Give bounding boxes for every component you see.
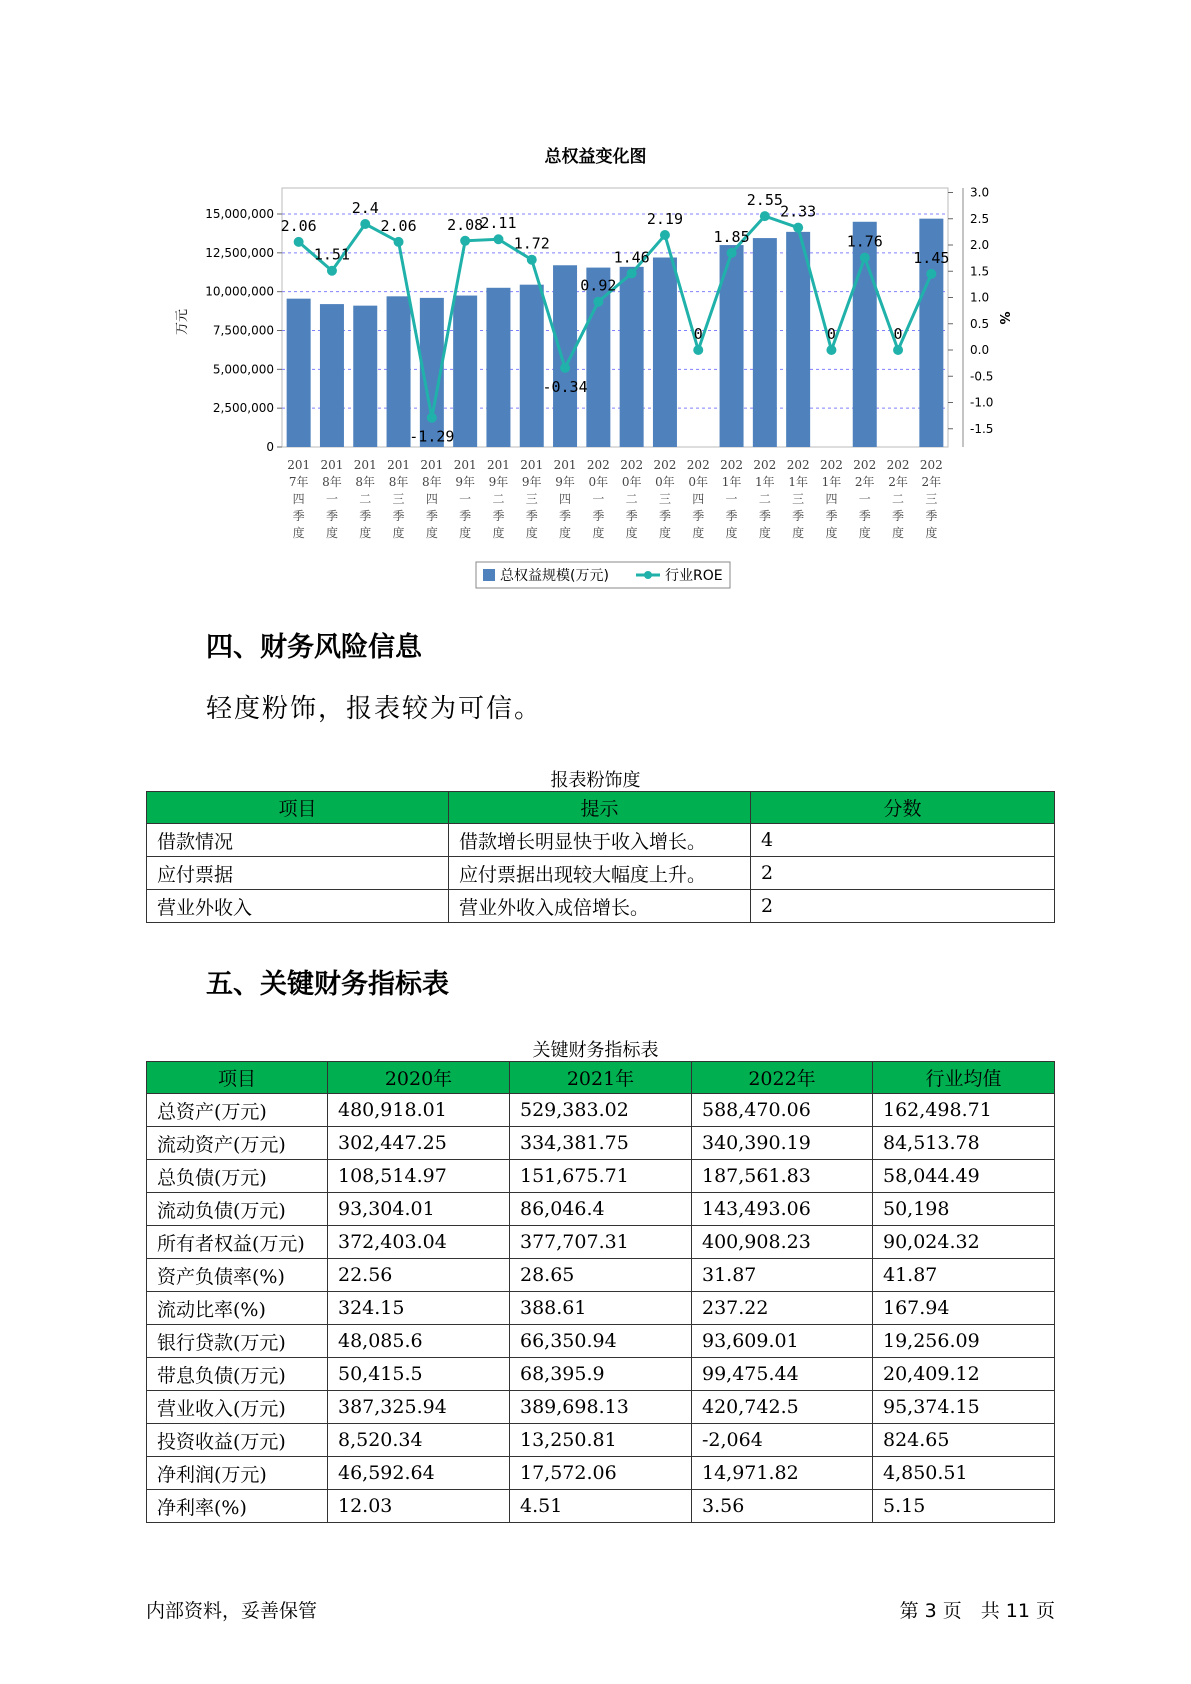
y-right-tick-label: -1.5 bbox=[970, 421, 994, 436]
table-cell: 90,024.32 bbox=[873, 1226, 1055, 1259]
header-cell: 2022年 bbox=[692, 1062, 873, 1094]
table-cell: 营业外收入成倍增长。 bbox=[449, 890, 751, 923]
roe-point bbox=[693, 345, 703, 355]
table-cell: 20,409.12 bbox=[873, 1358, 1055, 1391]
table-cell: 84,513.78 bbox=[873, 1127, 1055, 1160]
table-header-row bbox=[147, 792, 1055, 824]
footer-confidential: 内部资料，妥善保管 bbox=[146, 1600, 318, 1622]
roe-point bbox=[760, 211, 770, 221]
bar bbox=[486, 288, 510, 447]
table-cell: 2 bbox=[751, 857, 1055, 890]
bar bbox=[453, 296, 477, 447]
roe-data-label: 1.45 bbox=[913, 248, 950, 267]
x-tick-label: 201 7年四季度 bbox=[287, 458, 311, 540]
roe-data-label: 2.06 bbox=[280, 216, 317, 235]
roe-point bbox=[926, 269, 936, 279]
table-cell: 流动负债(万元) bbox=[147, 1193, 328, 1226]
table-cell: 14,971.82 bbox=[692, 1457, 873, 1490]
y-right-tick-label: 3.0 bbox=[970, 185, 990, 200]
table-cell: 流动比率(%) bbox=[147, 1292, 328, 1325]
table-row bbox=[147, 890, 1055, 923]
bar bbox=[320, 304, 344, 447]
legend-bar-swatch bbox=[483, 569, 495, 581]
y-right-tick-label: -1.0 bbox=[970, 395, 994, 410]
x-tick-label: 202 0年四季度 bbox=[686, 458, 710, 540]
y-right-tick-label: 0.5 bbox=[970, 316, 990, 331]
header-cell: 项目 bbox=[147, 1062, 328, 1094]
table-cell: 4 bbox=[751, 824, 1055, 857]
roe-data-label: 1.46 bbox=[613, 248, 650, 267]
roe-data-label: -1.29 bbox=[409, 427, 455, 446]
table-row bbox=[147, 1292, 1055, 1325]
table-cell: 302,447.25 bbox=[328, 1127, 510, 1160]
table-cell: 所有者权益(万元) bbox=[147, 1226, 328, 1259]
roe-point bbox=[826, 345, 836, 355]
indicator-table bbox=[146, 1061, 1055, 1523]
y-left-tick-label: 0 bbox=[266, 440, 274, 454]
table-cell: 420,742.5 bbox=[692, 1391, 873, 1424]
roe-point bbox=[727, 248, 737, 258]
table-cell: 167.94 bbox=[873, 1292, 1055, 1325]
table-cell: 93,304.01 bbox=[328, 1193, 510, 1226]
table-cell: 389,698.13 bbox=[510, 1391, 692, 1424]
roe-point bbox=[527, 255, 537, 265]
table-cell: 50,198 bbox=[873, 1193, 1055, 1226]
table-cell: 68,395.9 bbox=[510, 1358, 692, 1391]
x-tick-label: 202 2年一季度 bbox=[853, 458, 877, 540]
table-cell: 资产负债率(%) bbox=[147, 1259, 328, 1292]
table-cell: 340,390.19 bbox=[692, 1127, 873, 1160]
roe-data-label: 0 bbox=[893, 325, 903, 343]
roe-data-label: 2.06 bbox=[380, 216, 417, 235]
roe-point bbox=[427, 413, 437, 423]
equity-chart bbox=[0, 0, 1191, 600]
y-right-tick-label: 2.0 bbox=[970, 238, 990, 252]
y-right-tick-label: 1.5 bbox=[970, 264, 990, 279]
table-cell: 66,350.94 bbox=[510, 1325, 692, 1358]
x-tick-label: 201 8年三季度 bbox=[387, 458, 411, 540]
table-cell: 108,514.97 bbox=[328, 1160, 510, 1193]
table-cell: 324.15 bbox=[328, 1292, 510, 1325]
bar bbox=[753, 238, 777, 447]
table-row bbox=[147, 824, 1055, 857]
risk-table bbox=[146, 791, 1055, 923]
table-cell: 388.61 bbox=[510, 1292, 692, 1325]
bar bbox=[287, 299, 311, 447]
table-cell: -2,064 bbox=[692, 1424, 873, 1457]
table-cell: 143,493.06 bbox=[692, 1193, 873, 1226]
table-cell: 17,572.06 bbox=[510, 1457, 692, 1490]
roe-data-label: 2.11 bbox=[480, 214, 517, 233]
header-cell: 提示 bbox=[449, 792, 751, 824]
table-cell: 41.87 bbox=[873, 1259, 1055, 1292]
legend-line-label: 行业ROE bbox=[665, 568, 723, 584]
x-tick-label: 201 9年二季度 bbox=[486, 458, 510, 540]
table-cell: 46,592.64 bbox=[328, 1457, 510, 1490]
table-row bbox=[147, 1457, 1055, 1490]
table-header-row bbox=[147, 1062, 1055, 1094]
y-right-tick-label: 1.0 bbox=[970, 290, 990, 305]
roe-point bbox=[360, 219, 370, 229]
table-cell: 48,085.6 bbox=[328, 1325, 510, 1358]
table-cell: 5.15 bbox=[873, 1490, 1055, 1523]
roe-point bbox=[593, 297, 603, 307]
table-cell: 13,250.81 bbox=[510, 1424, 692, 1457]
x-tick-label: 202 0年一季度 bbox=[586, 458, 610, 540]
header-cell: 2020年 bbox=[328, 1062, 510, 1094]
roe-data-label: 2.55 bbox=[746, 191, 783, 210]
x-tick-label: 201 8年一季度 bbox=[320, 458, 344, 540]
roe-data-label: -0.34 bbox=[542, 377, 588, 396]
roe-data-label: 1.76 bbox=[846, 232, 883, 251]
table-cell: 162,498.71 bbox=[873, 1094, 1055, 1127]
legend-bar-label: 总权益规模(万元) bbox=[500, 568, 609, 584]
indicator-table-caption: 关键财务指标表 bbox=[532, 1040, 659, 1061]
table-cell: 28.65 bbox=[510, 1259, 692, 1292]
table-cell: 529,383.02 bbox=[510, 1094, 692, 1127]
table-cell: 334,381.75 bbox=[510, 1127, 692, 1160]
table-row bbox=[147, 1094, 1055, 1127]
x-tick-label: 202 0年二季度 bbox=[620, 458, 644, 540]
y-left-tick-label: 12,500,000 bbox=[205, 245, 274, 260]
chart-svg bbox=[0, 0, 1191, 600]
y-left-tick-label: 2,500,000 bbox=[212, 401, 274, 416]
x-tick-label: 202 2年三季度 bbox=[919, 458, 943, 540]
table-cell: 86,046.4 bbox=[510, 1193, 692, 1226]
table-cell: 237.22 bbox=[692, 1292, 873, 1325]
x-tick-label: 202 2年二季度 bbox=[886, 458, 910, 540]
bar bbox=[620, 267, 644, 447]
roe-point bbox=[560, 363, 570, 373]
x-tick-label: 201 9年三季度 bbox=[520, 458, 544, 540]
roe-point bbox=[660, 230, 670, 240]
table-row bbox=[147, 1391, 1055, 1424]
table-cell: 应付票据出现较大幅度上升。 bbox=[449, 857, 751, 890]
table-cell: 流动资产(万元) bbox=[147, 1127, 328, 1160]
bar bbox=[553, 265, 577, 447]
bar bbox=[387, 296, 411, 447]
roe-point bbox=[294, 237, 304, 247]
y-right-axis-title: % bbox=[996, 311, 1011, 325]
section5-heading: 五、关键财务指标表 bbox=[206, 969, 449, 1000]
table-cell: 480,918.01 bbox=[328, 1094, 510, 1127]
roe-point bbox=[460, 236, 470, 246]
table-row bbox=[147, 1325, 1055, 1358]
header-cell: 分数 bbox=[751, 792, 1055, 824]
table-cell: 588,470.06 bbox=[692, 1094, 873, 1127]
table-cell: 借款增长明显快于收入增长。 bbox=[449, 824, 751, 857]
x-tick-label: 201 8年二季度 bbox=[353, 458, 377, 540]
table-cell: 372,403.04 bbox=[328, 1226, 510, 1259]
table-cell: 58,044.49 bbox=[873, 1160, 1055, 1193]
table-row bbox=[147, 1160, 1055, 1193]
roe-data-label: 2.33 bbox=[780, 202, 817, 221]
header-cell: 项目 bbox=[147, 792, 449, 824]
y-left-tick-label: 7,500,000 bbox=[212, 323, 274, 338]
table-cell: 3.56 bbox=[692, 1490, 873, 1523]
table-cell: 377,707.31 bbox=[510, 1226, 692, 1259]
y-left-tick-label: 15,000,000 bbox=[205, 207, 274, 221]
roe-point bbox=[793, 223, 803, 233]
chart-title: 总权益变化图 bbox=[544, 147, 647, 167]
table-cell: 31.87 bbox=[692, 1259, 873, 1292]
roe-data-label: 1.72 bbox=[513, 234, 550, 253]
table-cell: 借款情况 bbox=[147, 824, 449, 857]
roe-data-label: 0 bbox=[826, 325, 836, 343]
table-cell: 银行贷款(万元) bbox=[147, 1325, 328, 1358]
table-cell: 营业收入(万元) bbox=[147, 1391, 328, 1424]
x-tick-label: 201 9年四季度 bbox=[553, 458, 577, 540]
roe-point bbox=[327, 266, 337, 276]
footer-page-number: 第 3 页 共 11 页 bbox=[899, 1600, 1055, 1622]
table-row bbox=[147, 1424, 1055, 1457]
y-right-tick-label: 2.5 bbox=[970, 211, 990, 226]
header-cell: 2021年 bbox=[510, 1062, 692, 1094]
table-cell: 8,520.34 bbox=[328, 1424, 510, 1457]
risk-table-caption: 报表粉饰度 bbox=[550, 770, 641, 791]
table-cell: 95,374.15 bbox=[873, 1391, 1055, 1424]
x-tick-label: 201 8年四季度 bbox=[420, 458, 444, 540]
table-cell: 187,561.83 bbox=[692, 1160, 873, 1193]
roe-point bbox=[893, 345, 903, 355]
table-cell: 12.03 bbox=[328, 1490, 510, 1523]
table-row bbox=[147, 1259, 1055, 1292]
y-left-tick-label: 5,000,000 bbox=[212, 362, 274, 377]
y-right-tick-label: -0.5 bbox=[970, 369, 994, 384]
table-cell: 4.51 bbox=[510, 1490, 692, 1523]
table-row bbox=[147, 1490, 1055, 1523]
table-cell: 22.56 bbox=[328, 1259, 510, 1292]
roe-point bbox=[860, 253, 870, 263]
section4-heading: 四、财务风险信息 bbox=[206, 632, 422, 663]
x-tick-label: 202 1年一季度 bbox=[720, 458, 744, 540]
table-cell: 824.65 bbox=[873, 1424, 1055, 1457]
section4-text: 轻度粉饰，报表较为可信。 bbox=[206, 694, 543, 724]
roe-data-label: 2.4 bbox=[351, 199, 379, 217]
roe-data-label: 2.19 bbox=[646, 210, 684, 229]
table-cell: 50,415.5 bbox=[328, 1358, 510, 1391]
header-cell: 行业均值 bbox=[873, 1062, 1055, 1094]
y-right-tick-label: 0.0 bbox=[970, 343, 990, 357]
table-cell: 400,908.23 bbox=[692, 1226, 873, 1259]
roe-point bbox=[627, 268, 637, 278]
table-cell: 总资产(万元) bbox=[147, 1094, 328, 1127]
y-left-tick-label: 10,000,000 bbox=[205, 284, 274, 299]
table-cell: 4,850.51 bbox=[873, 1457, 1055, 1490]
y-left-axis-title: 万元 bbox=[175, 308, 190, 336]
roe-data-label: 0.92 bbox=[580, 276, 617, 295]
table-cell: 19,256.09 bbox=[873, 1325, 1055, 1358]
bar bbox=[653, 257, 677, 447]
table-cell: 99,475.44 bbox=[692, 1358, 873, 1391]
x-tick-label: 201 9年一季度 bbox=[453, 458, 477, 540]
table-cell: 151,675.71 bbox=[510, 1160, 692, 1193]
table-row bbox=[147, 1358, 1055, 1391]
bar bbox=[520, 285, 544, 447]
table-cell: 净利润(万元) bbox=[147, 1457, 328, 1490]
table-cell: 营业外收入 bbox=[147, 890, 449, 923]
table-row bbox=[147, 1127, 1055, 1160]
roe-data-label: 1.85 bbox=[713, 227, 750, 246]
table-cell: 总负债(万元) bbox=[147, 1160, 328, 1193]
x-tick-label: 202 1年三季度 bbox=[786, 458, 810, 540]
table-cell: 应付票据 bbox=[147, 857, 449, 890]
legend-line-marker bbox=[644, 571, 652, 579]
x-tick-label: 202 0年三季度 bbox=[653, 458, 677, 540]
table-row bbox=[147, 857, 1055, 890]
table-cell: 93,609.01 bbox=[692, 1325, 873, 1358]
roe-point bbox=[394, 237, 404, 247]
table-cell: 投资收益(万元) bbox=[147, 1424, 328, 1457]
table-cell: 2 bbox=[751, 890, 1055, 923]
x-tick-label: 202 1年二季度 bbox=[753, 458, 777, 540]
bar bbox=[353, 306, 377, 447]
roe-data-label: 2.08 bbox=[447, 215, 484, 234]
roe-point bbox=[493, 234, 503, 244]
roe-data-label: 1.51 bbox=[313, 245, 351, 264]
table-row bbox=[147, 1226, 1055, 1259]
table-cell: 带息负债(万元) bbox=[147, 1358, 328, 1391]
table-cell: 净利率(%) bbox=[147, 1490, 328, 1523]
roe-data-label: 0 bbox=[693, 325, 703, 343]
table-row bbox=[147, 1193, 1055, 1226]
table-cell: 387,325.94 bbox=[328, 1391, 510, 1424]
x-tick-label: 202 1年四季度 bbox=[819, 458, 843, 540]
